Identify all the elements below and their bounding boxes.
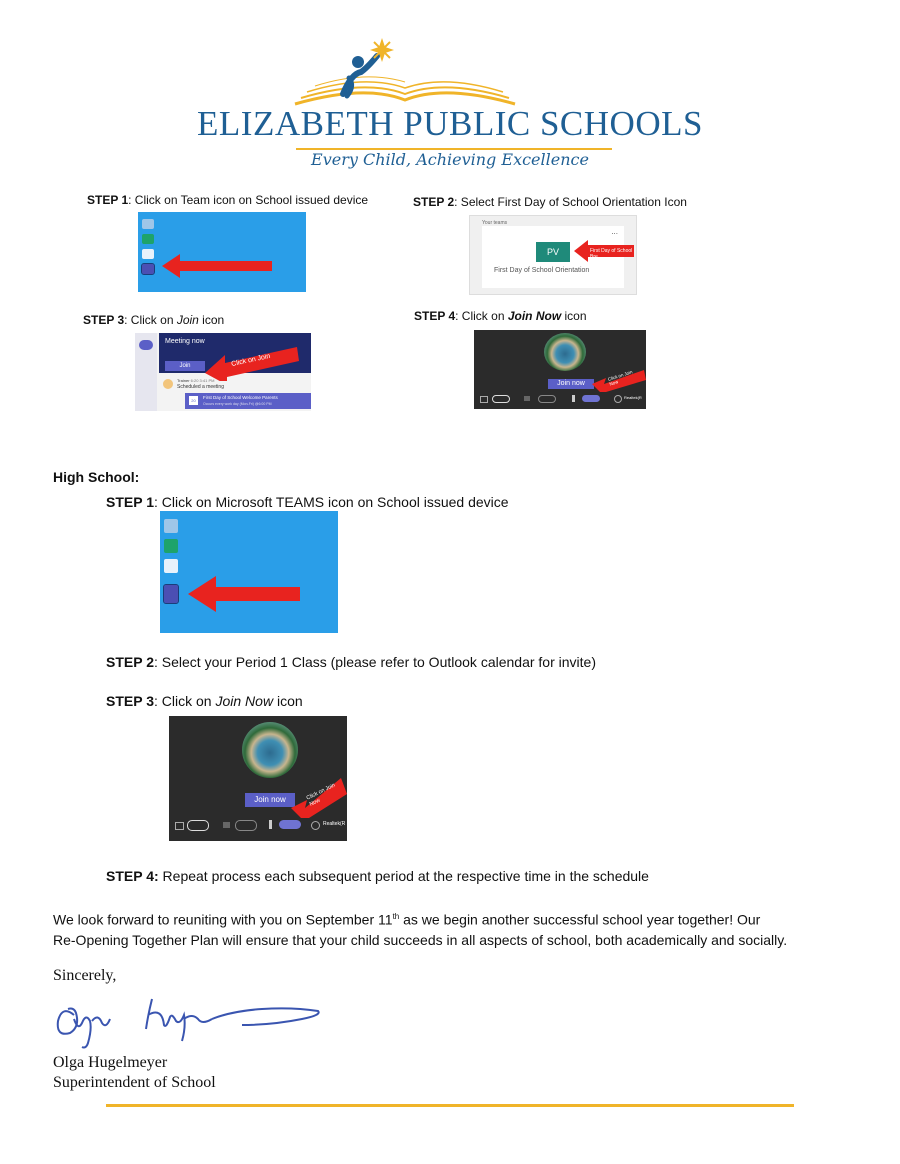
- step-text: icon: [198, 313, 225, 327]
- step-text-emphasis: Join Now: [215, 693, 274, 709]
- salutation: Sincerely,: [53, 967, 117, 984]
- computer-icon: [164, 519, 178, 533]
- elem-step2-orientation-screenshot: [469, 215, 637, 295]
- step-label: STEP 3: [106, 693, 154, 709]
- step-text: : Select your Period 1 Class (please refer to Outlook calendar for invite): [154, 654, 596, 670]
- team-caption: First Day of School Orientation: [494, 267, 590, 274]
- hs-step2-text: [106, 654, 596, 670]
- device-controls-bar: [173, 819, 347, 831]
- join-now-button[interactable]: Join now: [548, 379, 594, 389]
- arrow-label: First Day of School Bre: [590, 248, 633, 260]
- join-now-button[interactable]: Join now: [245, 793, 295, 807]
- camera-off-icon[interactable]: [175, 822, 184, 830]
- speaker-icon: [139, 340, 153, 350]
- microphone-icon[interactable]: [269, 820, 272, 829]
- camera-toggle[interactable]: [187, 820, 209, 831]
- signature-image: [52, 985, 327, 1053]
- signer-title: Superintendent of School: [53, 1074, 216, 1091]
- audio-device-label: Realtek(R: [624, 395, 642, 400]
- elem-step3-caption: [83, 313, 224, 327]
- footer-divider: [106, 1104, 794, 1107]
- step-label: STEP 1: [106, 494, 154, 510]
- card-header: Your teams: [482, 220, 508, 226]
- step-text: icon: [273, 693, 303, 709]
- microphone-icon[interactable]: [572, 395, 575, 402]
- step-text: : Click on: [124, 313, 177, 327]
- high-school-heading: High School:: [53, 469, 140, 485]
- computer-icon: [142, 219, 154, 229]
- sidebar-strip: [135, 333, 157, 411]
- microphone-toggle[interactable]: [279, 820, 301, 829]
- chat-icon: [142, 249, 154, 259]
- blur-icon[interactable]: [524, 396, 530, 401]
- closing-text: We look forward to reuniting with you on September 11: [53, 911, 393, 928]
- post-text: Scheduled a meeting: [177, 384, 224, 390]
- hs-step1-text: [106, 494, 509, 510]
- closing-text: Re-Opening Together Plan will ensure that your child succeeds in all aspects of school, both academically and socially.: [53, 931, 788, 948]
- elem-step2-caption: [413, 195, 687, 209]
- closing-text: as we begin another successful school year together! Our: [399, 911, 761, 928]
- more-options-icon[interactable]: ...: [611, 227, 618, 236]
- step-text: : Click on: [455, 309, 508, 323]
- arrow-label: Click on Join: [230, 352, 271, 369]
- step-label: STEP 2: [106, 654, 154, 670]
- camera-toggle[interactable]: [492, 395, 510, 403]
- edge-icon: [164, 539, 178, 553]
- step-text-emphasis: Join Now: [507, 309, 562, 323]
- teams-icon: [142, 264, 154, 274]
- elem-step3-join-screenshot: [135, 333, 311, 411]
- settings-gear-icon[interactable]: [614, 395, 622, 403]
- red-arrow-icon: [162, 254, 274, 278]
- event-title: First Day of School Welcome Parents: [203, 395, 278, 400]
- post-header: [177, 378, 214, 383]
- step-label: STEP 4: [414, 309, 456, 323]
- meeting-event-card[interactable]: [185, 393, 311, 409]
- join-button[interactable]: Join: [165, 361, 205, 371]
- logo-emblem-icon: [255, 34, 655, 114]
- arrow-label: Click on Join Now: [305, 782, 337, 808]
- blur-toggle[interactable]: [538, 395, 556, 403]
- step-text: Repeat process each subsequent period at the respective time in the schedule: [158, 868, 649, 884]
- step-label: STEP 2: [413, 195, 455, 209]
- ordinal-suffix: th: [392, 912, 400, 921]
- signer-name: Olga Hugelmeyer: [53, 1054, 168, 1071]
- edge-icon: [142, 234, 154, 244]
- step-text: : Click on Microsoft TEAMS icon on School issued device: [154, 494, 509, 510]
- elem-step4-join-now-screenshot: [474, 330, 646, 409]
- poster-time: 6:20 3:41 PM: [190, 378, 215, 383]
- desktop-icon-column: [164, 513, 180, 615]
- blur-icon[interactable]: [223, 822, 230, 828]
- hs-step3-text: [106, 693, 303, 709]
- camera-off-icon[interactable]: [480, 396, 488, 403]
- school-name: ELIZABETH PUBLIC SCHOOLS: [197, 104, 703, 143]
- step-text: : Select First Day of School Orientation Icon: [454, 195, 687, 209]
- pv-team-tile[interactable]: PV: [536, 242, 570, 262]
- elem-step1-desktop-screenshot: [138, 212, 306, 292]
- chat-icon: [164, 559, 178, 573]
- camera-preview-image: [544, 333, 586, 371]
- step-text: : Click on: [154, 693, 216, 709]
- meeting-title: Meeting now: [165, 338, 205, 345]
- avatar: [163, 379, 173, 389]
- blur-toggle[interactable]: [235, 820, 257, 831]
- audio-device-label: Realtek(R: [323, 821, 346, 827]
- teams-icon: [164, 585, 178, 603]
- step-text-emphasis: Join: [176, 313, 199, 327]
- hs-step3-join-now-screenshot: [169, 716, 347, 841]
- red-arrow-icon: [205, 347, 301, 381]
- desktop-icon-column: [142, 214, 156, 279]
- step-label: STEP 4:: [106, 868, 159, 884]
- settings-gear-icon[interactable]: [311, 821, 320, 830]
- microphone-toggle[interactable]: [582, 395, 600, 402]
- camera-preview-image: [242, 722, 298, 778]
- closing-paragraph: [53, 907, 853, 950]
- poster-name: Trainer: [177, 378, 190, 383]
- elem-step1-caption: [87, 193, 368, 207]
- device-controls-bar: [478, 394, 644, 404]
- step-label: STEP 3: [83, 313, 125, 327]
- school-tagline: Every Child, Achieving Excellence: [311, 150, 589, 169]
- step-text: : Click on Team icon on School issued device: [128, 193, 369, 207]
- step-text: icon: [561, 309, 587, 323]
- hs-step1-desktop-screenshot: [160, 511, 338, 633]
- red-arrow-icon: [188, 576, 302, 612]
- step-label: STEP 1: [87, 193, 129, 207]
- calendar-icon: 20: [189, 396, 198, 405]
- elem-step4-caption: [414, 309, 587, 323]
- hs-step4-text: [106, 868, 649, 884]
- event-subtitle: Occurs every work day (Mon-Fri) @6:00 PM: [203, 402, 272, 406]
- arrow-label: Click on Join Now: [607, 369, 634, 387]
